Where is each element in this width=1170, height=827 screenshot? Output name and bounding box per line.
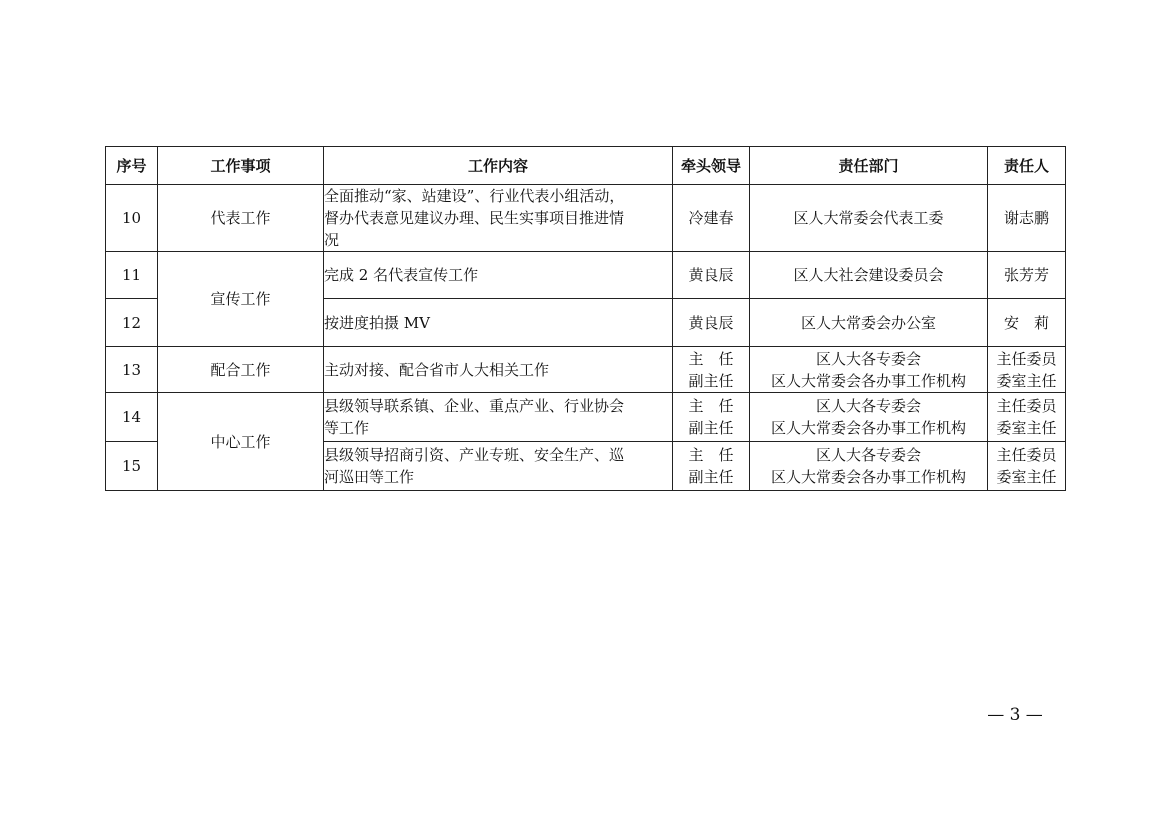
work-content [324, 347, 673, 393]
content-line: 河巡田等工作 [324, 468, 415, 486]
content-line: 主动对接、配合省市人大相关工作 [324, 360, 550, 379]
department-line: 区人大各专委会 [815, 446, 921, 464]
responsible-person [988, 347, 1066, 393]
responsible-person [988, 185, 1066, 252]
lead-leader [673, 442, 750, 491]
responsible-person [988, 393, 1066, 442]
work-content [324, 185, 673, 252]
work-content [324, 442, 673, 491]
leader-line: 冷建春 [688, 209, 734, 227]
table-row [106, 252, 1066, 299]
work-table [105, 146, 1066, 491]
work-content [324, 299, 673, 347]
content-line: 县级领导联系镇、企业、重点产业、行业协会 [324, 397, 625, 415]
row-number: 11 [106, 252, 158, 299]
content-line: 况 [324, 231, 340, 249]
row-number: 14 [106, 393, 158, 442]
person-line: 委室主任 [996, 419, 1057, 437]
person-line: 安 莉 [1003, 313, 1049, 332]
person-line: 主任委员 [996, 397, 1057, 415]
header-content: 工作内容 [324, 147, 673, 185]
lead-leader [673, 347, 750, 393]
leader-line: 主 任 [688, 349, 734, 368]
department-line: 区人大常委会各办事工作机构 [770, 419, 966, 437]
leader-line: 副主任 [688, 419, 734, 437]
person-line: 委室主任 [996, 371, 1057, 390]
department-line: 区人大常委会各办事工作机构 [770, 371, 966, 390]
department-line: 区人大各专委会 [815, 397, 921, 415]
person-line: 主任委员 [996, 349, 1057, 368]
header-department: 责任部门 [750, 147, 988, 185]
work-item: 代表工作 [158, 185, 324, 252]
department-line: 区人大常委会各办事工作机构 [770, 468, 966, 486]
work-item: 中心工作 [158, 393, 324, 491]
content-line: 完成 2 名代表宣传工作 [324, 266, 479, 284]
row-number: 12 [106, 299, 158, 347]
lead-leader [673, 299, 750, 347]
table-row [106, 347, 1066, 393]
work-item: 配合工作 [158, 347, 324, 393]
person-line: 谢志鹏 [1003, 209, 1049, 227]
responsible-department [750, 442, 988, 491]
leader-line: 主 任 [688, 446, 734, 464]
header-leader: 牵头领导 [673, 147, 750, 185]
content-line: 按进度拍摄 MV [324, 313, 430, 332]
lead-leader [673, 185, 750, 252]
responsible-department [750, 185, 988, 252]
work-content [324, 393, 673, 442]
leader-line: 主 任 [688, 397, 734, 415]
responsible-department [750, 393, 988, 442]
work-item: 宣传工作 [158, 252, 324, 347]
lead-leader [673, 252, 750, 299]
leader-line: 副主任 [688, 468, 734, 486]
leader-line: 黄良辰 [688, 266, 734, 284]
content-line: 等工作 [324, 419, 370, 437]
page-number: — 3 — [987, 705, 1043, 725]
responsible-department [750, 299, 988, 347]
work-content [324, 252, 673, 299]
content-line: 全面推动“家、站建设”、行业代表小组活动， [324, 187, 625, 205]
person-line: 张芳芳 [1003, 266, 1049, 284]
responsible-department [750, 252, 988, 299]
header-no: 序号 [106, 147, 158, 185]
person-line: 委室主任 [996, 468, 1057, 486]
table-row [106, 393, 1066, 442]
department-line: 区人大常委会办公室 [800, 313, 936, 332]
table-row [106, 185, 1066, 252]
department-line: 区人大社会建设委员会 [793, 266, 944, 284]
responsible-person [988, 252, 1066, 299]
responsible-person [988, 442, 1066, 491]
row-number: 15 [106, 442, 158, 491]
responsible-person [988, 299, 1066, 347]
lead-leader [673, 393, 750, 442]
table-header-row [106, 147, 1066, 185]
department-line: 区人大常委会代表工委 [793, 209, 944, 227]
row-number: 13 [106, 347, 158, 393]
header-person: 责任人 [988, 147, 1066, 185]
content-line: 督办代表意见建议办理、民生实事项目推进情 [324, 209, 625, 227]
person-line: 主任委员 [996, 446, 1057, 464]
leader-line: 副主任 [688, 371, 734, 390]
header-item: 工作事项 [158, 147, 324, 185]
content-line: 县级领导招商引资、产业专班、安全生产、巡 [324, 446, 625, 464]
leader-line: 黄良辰 [688, 313, 734, 332]
row-number: 10 [106, 185, 158, 252]
department-line: 区人大各专委会 [815, 349, 921, 368]
responsible-department [750, 347, 988, 393]
